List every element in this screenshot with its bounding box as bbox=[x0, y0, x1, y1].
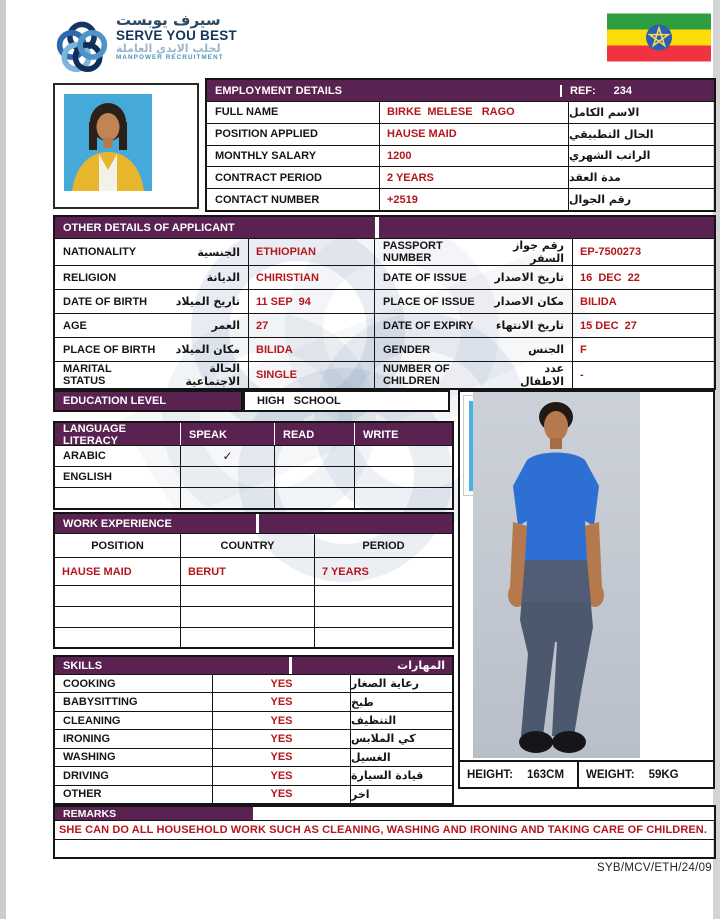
skills-header bbox=[55, 657, 452, 674]
field-label: DATE OF EXPIRY bbox=[383, 319, 474, 332]
field-label-arabic: تاريخ الاصدار bbox=[494, 271, 564, 284]
field-value: 2 YEARS bbox=[379, 167, 568, 188]
agency-logo bbox=[54, 13, 237, 75]
work-experience-title: WORK EXPERIENCE bbox=[55, 514, 256, 533]
field-label-arabic: الراتب الشهري bbox=[568, 146, 714, 167]
skill-value: YES bbox=[212, 675, 350, 692]
write-cell bbox=[354, 467, 452, 487]
field-label: DATE OF ISSUE bbox=[383, 271, 467, 284]
period-value bbox=[314, 607, 452, 627]
field-label-arabic: رقم الجوال bbox=[568, 189, 714, 210]
skill-value: YES bbox=[212, 712, 350, 729]
field-label-arabic: العمر bbox=[211, 319, 240, 332]
field-label: FULL NAME bbox=[215, 106, 279, 119]
column-header: READ bbox=[274, 423, 354, 447]
period-value: 7 YEARS bbox=[314, 558, 452, 585]
remarks-title: REMARKS bbox=[55, 807, 253, 820]
education-level-value-box bbox=[243, 390, 450, 412]
table-row bbox=[55, 692, 452, 710]
table-row bbox=[207, 166, 714, 188]
document-reference-code: SYB/MCV/ETH/24/09 bbox=[596, 862, 712, 874]
field-value: 27 bbox=[248, 314, 374, 337]
field-value: +2519 bbox=[379, 189, 568, 210]
table-row bbox=[55, 711, 452, 729]
skill-label-arabic: اخر bbox=[350, 786, 452, 803]
position-value bbox=[55, 628, 180, 647]
column-header: PERIOD bbox=[314, 534, 452, 557]
skill-value: YES bbox=[212, 693, 350, 710]
skill-label: COOKING bbox=[63, 677, 116, 690]
remarks-empty-row bbox=[55, 840, 714, 857]
education-level-value: HIGH SCHOOL bbox=[257, 395, 341, 407]
field-label-arabic: الديانة bbox=[206, 271, 240, 284]
field-label: MARITAL STATUS bbox=[63, 363, 112, 387]
field-label-arabic: عدد الاطفال bbox=[520, 362, 564, 388]
table-row bbox=[207, 188, 714, 210]
field-label-arabic: الحال التطبيقي bbox=[568, 124, 714, 145]
weight-value: 59KG bbox=[648, 768, 679, 781]
table-row bbox=[207, 123, 714, 145]
field-label-arabic: الحالة الاجتماعية bbox=[185, 362, 240, 388]
remarks-text: SHE CAN DO ALL HOUSEHOLD WORK SUCH AS CLEANING, WASHING AND IRONING AND TAKING CARE OF CHILDREN. bbox=[55, 821, 714, 840]
table-row bbox=[55, 748, 452, 766]
country-value bbox=[180, 586, 314, 606]
speak-cell bbox=[180, 488, 274, 508]
field-label-arabic: الاسم الكامل bbox=[568, 102, 714, 123]
applicant-photo-cell bbox=[458, 390, 715, 789]
table-row bbox=[55, 606, 452, 627]
ref-label: REF: bbox=[570, 84, 596, 97]
remarks-table bbox=[53, 805, 716, 859]
field-label: PLACE OF ISSUE bbox=[383, 295, 475, 308]
field-label: DATE OF BIRTH bbox=[63, 295, 148, 308]
position-value: HAUSE MAID bbox=[62, 565, 132, 578]
skill-label-arabic: التنظيف bbox=[350, 712, 452, 729]
field-value: 11 SEP 94 bbox=[248, 290, 374, 313]
table-row bbox=[55, 627, 452, 647]
table-row bbox=[55, 729, 452, 747]
employment-details-table bbox=[205, 78, 716, 212]
skill-value: YES bbox=[212, 767, 350, 784]
speak-cell bbox=[180, 467, 274, 487]
table-row bbox=[55, 337, 714, 361]
field-label: NATIONALITY bbox=[63, 246, 137, 258]
field-label: GENDER bbox=[383, 343, 431, 356]
weight-label: WEIGHT: bbox=[586, 768, 635, 781]
table-header-row bbox=[55, 533, 452, 557]
field-value: 15 DEC 27 bbox=[572, 314, 714, 337]
skill-label-arabic: الغسيل bbox=[350, 749, 452, 766]
column-header: WRITE bbox=[354, 423, 452, 447]
other-details-title: OTHER DETAILS OF APPLICANT bbox=[55, 217, 375, 238]
work-experience-table bbox=[53, 512, 454, 649]
column-header: LANGUAGE LITERACY bbox=[63, 423, 126, 447]
other-details-table bbox=[53, 215, 716, 390]
field-label: AGE bbox=[63, 319, 87, 332]
field-label-arabic: رقم جواز السفر bbox=[513, 239, 564, 265]
language-table-header bbox=[55, 423, 452, 445]
field-value: EP-7500273 bbox=[572, 239, 714, 265]
field-value: SINGLE bbox=[248, 362, 374, 388]
field-label: POSITION APPLIED bbox=[215, 128, 318, 141]
read-cell bbox=[274, 446, 354, 466]
table-row bbox=[55, 313, 714, 337]
language-name: ENGLISH bbox=[63, 471, 112, 483]
skill-label-arabic: طبخ bbox=[350, 693, 452, 710]
education-level-title: EDUCATION LEVEL bbox=[63, 395, 167, 407]
table-row bbox=[55, 557, 452, 585]
skill-label: DRIVING bbox=[63, 769, 109, 782]
field-label-arabic: مكان الاصدار bbox=[494, 295, 564, 308]
skill-value: YES bbox=[212, 786, 350, 803]
field-label: PLACE OF BIRTH bbox=[63, 343, 156, 356]
country-value: BERUT bbox=[180, 558, 314, 585]
field-value: BILIDA bbox=[248, 338, 374, 361]
column-header: SPEAK bbox=[180, 423, 274, 447]
language-name bbox=[55, 488, 180, 508]
write-cell bbox=[354, 446, 452, 466]
field-label-arabic: مدة العقد bbox=[568, 167, 714, 188]
table-row bbox=[55, 265, 714, 289]
field-label: MONTHLY SALARY bbox=[215, 149, 317, 162]
ref-value: 234 bbox=[613, 84, 633, 97]
field-value: ETHIOPIAN bbox=[248, 239, 374, 265]
skills-title: SKILLS bbox=[55, 657, 289, 674]
skills-title-arabic: المهارات bbox=[397, 659, 445, 672]
skill-label: WASHING bbox=[63, 751, 116, 764]
agency-name: SERVE YOU BEST bbox=[116, 27, 237, 43]
skill-value: YES bbox=[212, 749, 350, 766]
field-value: BILIDA bbox=[572, 290, 714, 313]
skill-label: OTHER bbox=[63, 788, 102, 801]
skill-label-arabic: كي الملابس bbox=[350, 730, 452, 747]
skill-label: IRONING bbox=[63, 732, 111, 745]
table-row bbox=[55, 361, 714, 388]
speak-checkmark-icon: ✓ bbox=[180, 446, 274, 466]
field-label: PASSPORT NUMBER bbox=[383, 240, 443, 264]
language-name: ARABIC bbox=[63, 450, 106, 462]
work-experience-header bbox=[55, 514, 452, 533]
write-cell bbox=[354, 488, 452, 508]
table-row bbox=[55, 445, 452, 466]
skills-table bbox=[53, 655, 454, 805]
country-value bbox=[180, 607, 314, 627]
employment-details-header bbox=[207, 80, 714, 101]
field-value: CHIRISTIAN bbox=[248, 266, 374, 289]
agency-tagline: MANPOWER RECRUITMENT bbox=[116, 54, 224, 62]
language-literacy-table bbox=[53, 421, 454, 510]
field-value: - bbox=[572, 362, 714, 388]
skill-label: BABYSITTING bbox=[63, 696, 138, 709]
field-value: F bbox=[572, 338, 714, 361]
height-weight-row bbox=[460, 760, 713, 787]
field-value: HAUSE MAID bbox=[379, 124, 568, 145]
table-row bbox=[55, 766, 452, 784]
portrait-image bbox=[64, 94, 152, 191]
position-value bbox=[55, 607, 180, 627]
column-header: COUNTRY bbox=[180, 534, 314, 557]
read-cell bbox=[274, 488, 354, 508]
field-label-arabic: تاريخ الانتهاء bbox=[495, 319, 564, 332]
field-label-arabic: مكان الميلاد bbox=[175, 343, 240, 356]
table-row bbox=[55, 466, 452, 487]
table-row bbox=[207, 145, 714, 167]
agency-arabic-name: سيرف يوبست bbox=[116, 11, 221, 29]
period-value bbox=[314, 628, 452, 647]
knot-logo-icon bbox=[54, 13, 110, 75]
field-label: CONTRACT PERIOD bbox=[215, 171, 322, 184]
field-value: 16 DEC 22 bbox=[572, 266, 714, 289]
field-label-arabic: الجنسية bbox=[197, 245, 240, 259]
table-row bbox=[207, 101, 714, 123]
agency-arabic-tagline: لجلب الايدي العاملة bbox=[116, 41, 221, 55]
field-value: BIRKE MELESE RAGO bbox=[379, 102, 568, 123]
skill-label-arabic: قيادة السيارة bbox=[350, 767, 452, 784]
table-row bbox=[55, 289, 714, 313]
applicant-fullbody-photo bbox=[473, 392, 640, 758]
height-label: HEIGHT: bbox=[467, 768, 513, 781]
ref-cell bbox=[560, 85, 714, 97]
table-row bbox=[55, 674, 452, 692]
period-value bbox=[314, 586, 452, 606]
table-row bbox=[55, 585, 452, 606]
field-label: CONTACT NUMBER bbox=[215, 193, 320, 206]
skill-label: CLEANING bbox=[63, 714, 121, 727]
field-label-arabic: تاريخ الميلاد bbox=[175, 295, 240, 308]
photo-area bbox=[460, 392, 713, 760]
position-value bbox=[55, 586, 180, 606]
column-header: POSITION bbox=[91, 539, 144, 552]
other-details-header bbox=[55, 217, 714, 238]
country-value bbox=[180, 628, 314, 647]
table-row bbox=[55, 487, 452, 508]
skill-label-arabic: رعاية الصغار bbox=[350, 675, 452, 692]
field-value: 1200 bbox=[379, 146, 568, 167]
employment-details-title: EMPLOYMENT DETAILS bbox=[215, 84, 342, 97]
remarks-header bbox=[55, 807, 714, 821]
field-label: RELIGION bbox=[63, 271, 117, 284]
applicant-portrait-photo bbox=[53, 83, 199, 209]
field-label: NUMBER OF CHILDREN bbox=[383, 363, 450, 387]
education-level-header bbox=[53, 390, 243, 412]
read-cell bbox=[274, 467, 354, 487]
table-row bbox=[55, 785, 452, 803]
skill-value: YES bbox=[212, 730, 350, 747]
table-row bbox=[55, 238, 714, 265]
ethiopia-flag-icon bbox=[607, 13, 711, 62]
field-label-arabic: الجنس bbox=[528, 343, 564, 356]
height-value: 163CM bbox=[527, 768, 565, 781]
scan-left-edge bbox=[0, 0, 6, 919]
